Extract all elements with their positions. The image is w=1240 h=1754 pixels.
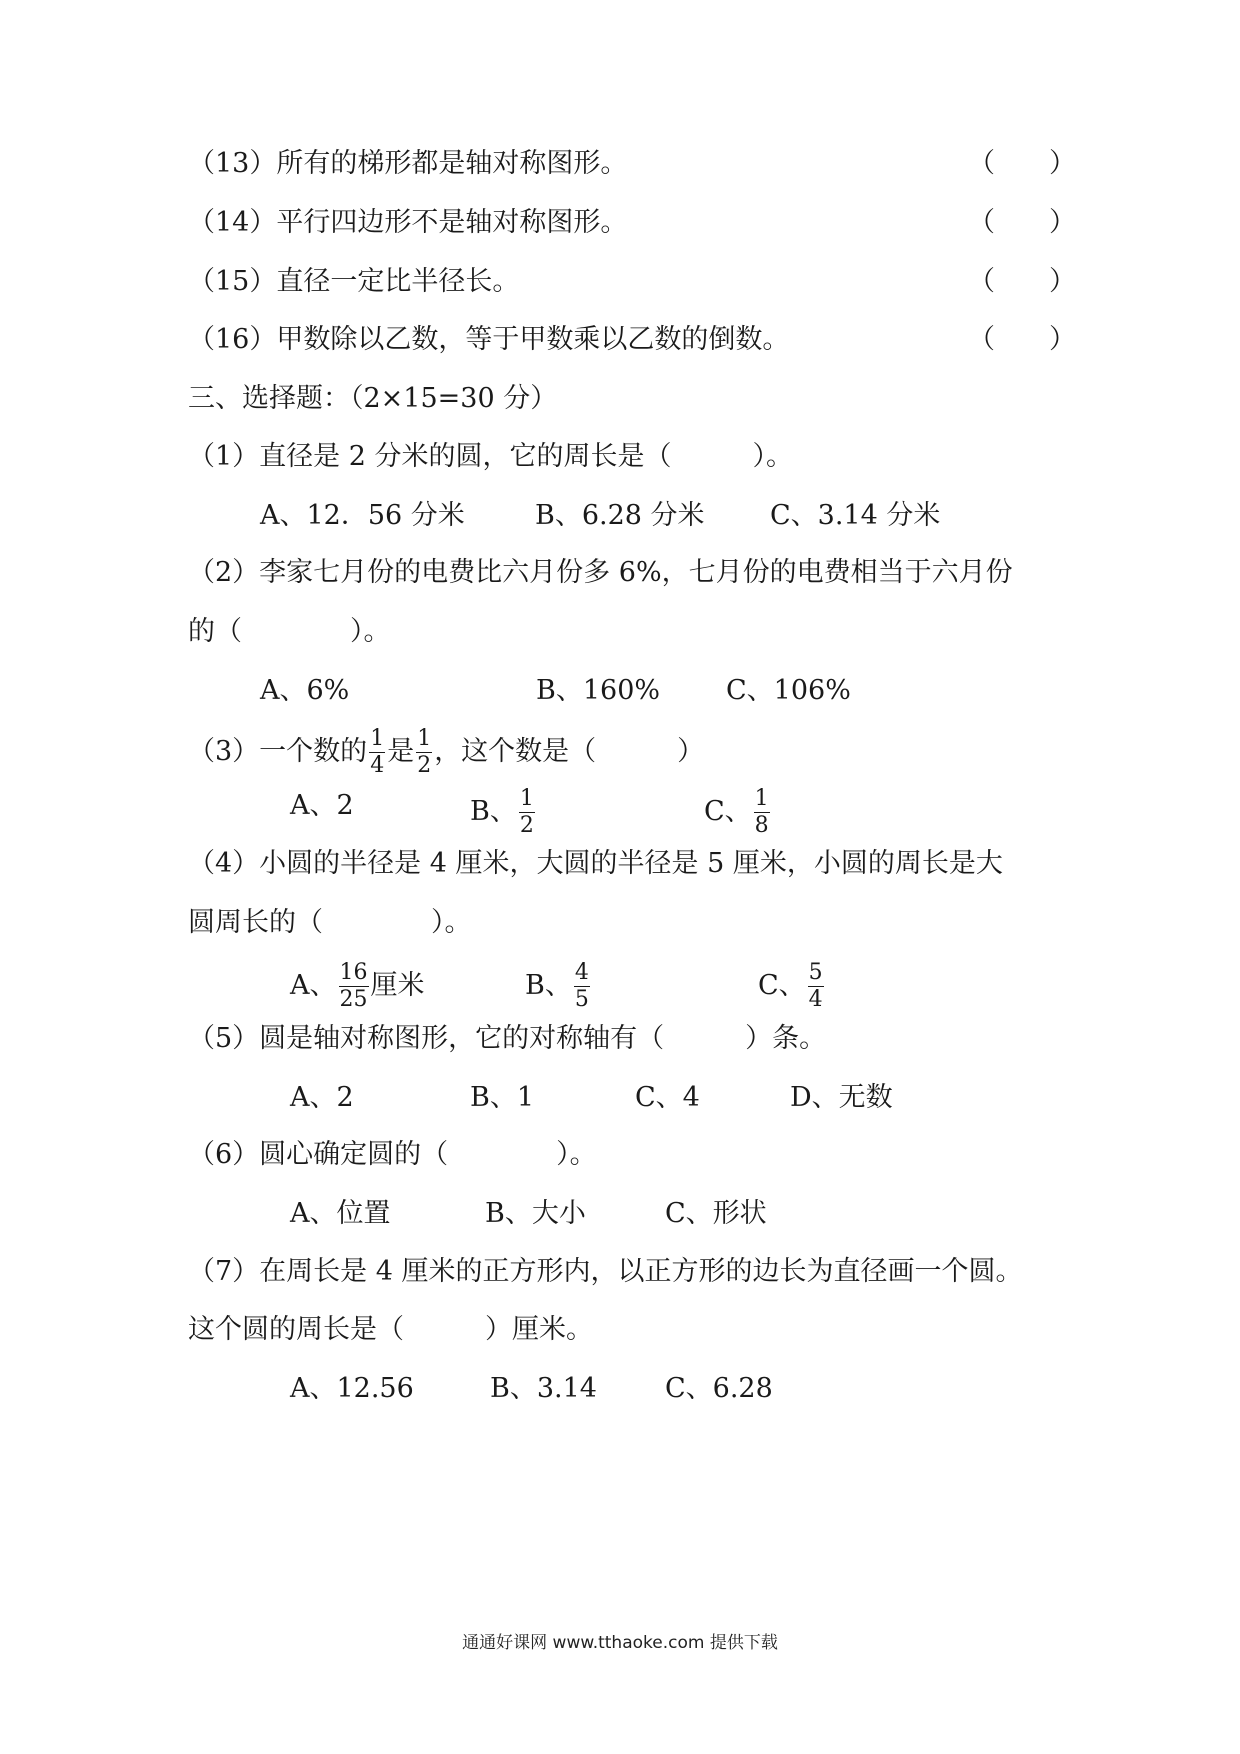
option-a [290,962,425,1011]
option-a: A、12.56 [290,1373,414,1404]
question-2-line-1: （2）李家七月份的电费比六月份多 6%，七月份的电费相当于六月份 [188,557,1013,588]
fraction [574,962,590,1011]
option-c: C、106% [726,675,851,706]
fraction-numerator: 1 [754,786,769,811]
judgement-text: （13）所有的梯形都是轴对称图形。 [188,148,628,179]
option-a-label: A、 [290,970,337,1001]
fraction-denominator: 25 [339,987,368,1012]
fraction [808,962,824,1011]
fraction-numerator: 5 [808,960,823,985]
option-b [470,788,537,837]
fraction [754,788,770,837]
question-1: （1）直径是 2 分米的圆，它的周长是（ ）。 [188,441,794,472]
option-a: A、2 [290,1082,354,1113]
option-a: A、位置 [290,1198,391,1229]
option-b: B、1 [470,1082,535,1113]
question-3-prefix: （3）一个数的 [188,736,368,767]
question-6: （6）圆心确定圆的（ ）。 [188,1139,597,1170]
option-b: B、3.14 [490,1373,597,1404]
option-c: C、6.28 [665,1373,773,1404]
fraction-numerator: 1 [370,726,385,751]
option-b: B、6.28 分米 [535,500,705,531]
answer-paren: （ ） [968,324,1076,355]
option-c-label: C、 [704,796,752,827]
footer-download-note: 通通好课网 www.tthaoke.com 提供下载 [462,1633,778,1653]
answer-paren: （ ） [968,266,1076,297]
fraction-denominator: 8 [754,813,769,838]
option-b: B、大小 [485,1198,586,1229]
fraction-denominator: 4 [370,753,385,778]
fraction-denominator: 4 [808,987,823,1012]
option-c [758,962,826,1011]
option-c: C、形状 [665,1198,767,1229]
question-4-line-2: 圆周长的（ ）。 [188,907,472,938]
option-b-label: B、 [470,796,517,827]
fraction [416,728,432,777]
judgement-text: （15）直径一定比半径长。 [188,266,520,297]
fraction [369,728,385,777]
option-a: A、6% [260,675,350,706]
fraction [519,788,535,837]
question-7-line-2: 这个圆的周长是（ ）厘米。 [188,1314,593,1345]
question-3-suffix: ，这个数是（ ） [434,736,705,767]
fraction-numerator: 1 [417,726,432,751]
judgement-text: （14）平行四边形不是轴对称图形。 [188,207,628,238]
fraction-numerator: 1 [519,786,534,811]
fraction-denominator: 5 [574,987,589,1012]
option-a-unit: 厘米 [370,970,425,1001]
fraction-denominator: 2 [417,753,432,778]
option-c-label: C、 [758,970,806,1001]
option-a: A、2 [290,790,354,821]
fraction-denominator: 2 [519,813,534,838]
option-b [525,962,592,1011]
option-c: C、4 [635,1082,700,1113]
question-2-line-2: 的（ ）。 [188,616,391,647]
fraction-numerator: 4 [574,960,589,985]
option-b: B、160% [536,675,661,706]
question-3 [188,728,704,777]
option-a: A、12．56 分米 [260,500,465,531]
answer-paren: （ ） [968,148,1076,179]
question-3-mid: 是 [387,736,415,767]
section-3-title: 三、选择题：（2×15=30 分） [188,383,558,414]
question-4-line-1: （4）小圆的半径是 4 厘米，大圆的半径是 5 厘米，小圆的周长是大 [188,848,1003,879]
question-7-line-1: （7）在周长是 4 厘米的正方形内，以正方形的边长为直径画一个圆。 [188,1256,1023,1287]
question-5: （5）圆是轴对称图形，它的对称轴有（ ）条。 [188,1023,827,1054]
option-c [704,788,772,837]
judgement-text: （16）甲数除以乙数，等于甲数乘以乙数的倒数。 [188,324,790,355]
option-c: C、3.14 分米 [770,500,941,531]
answer-paren: （ ） [968,207,1076,238]
fraction [339,962,369,1011]
fraction-numerator: 16 [339,960,368,985]
option-b-label: B、 [525,970,572,1001]
option-d: D、无数 [790,1082,893,1113]
